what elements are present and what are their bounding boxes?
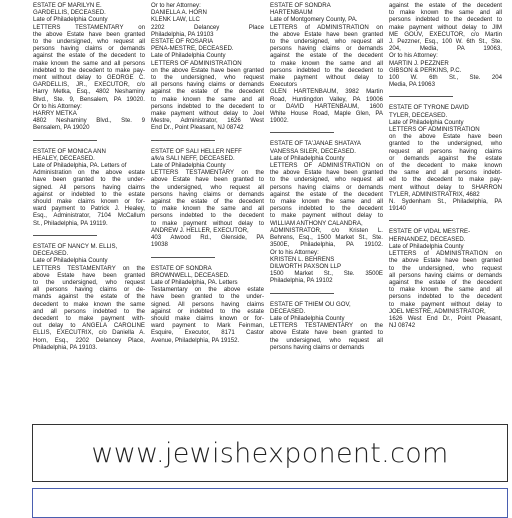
notice-divider: [389, 96, 453, 97]
notice-line: signed. All persons having claims: [151, 300, 264, 308]
website-url[interactable]: www.jewishexponent.com: [91, 437, 449, 469]
notice-line: GLEN HARTENBAUM, 3982 Martin: [270, 88, 383, 96]
notice-line: have been granted to the under-: [151, 293, 264, 301]
notice-column: [151, 2, 264, 422]
notice-line: 4802 Neshaminy Blvd., Ste. 9: [33, 117, 145, 125]
notice-divider: [33, 140, 97, 141]
notice-line: a/k/a SALI NEFF, DECEASED.: [151, 154, 235, 162]
notice-line: GIBSON & PERKINS, P.C.: [389, 66, 462, 74]
notice-line: out delay to ANGELA CAROLINE: [33, 322, 145, 330]
notice-line: ELLIS, EXECUTRIX, c/o Daniella A.: [33, 329, 145, 337]
notice-line: against the estate of the decedent: [151, 198, 264, 206]
notice-line: Late of Philadelphia County: [270, 154, 345, 162]
notice-line: GARDELLIS, JR., EXECUTOR, c/o: [33, 81, 145, 89]
notice-line: GARDELLIS, DECEASED.: [33, 9, 106, 17]
notice-line: Late of Philadelphia County: [389, 118, 464, 126]
website-ad-box: [32, 424, 508, 482]
notice-line: 1500 Market St., Ste. 3500E: [270, 270, 383, 278]
notice-line: persons having claims or demands: [270, 343, 365, 351]
notice-line: Behrens, Esq., 1500 Market St., Ste.: [270, 234, 383, 242]
notice-line: all persons having claims or demands: [389, 271, 502, 279]
notice-line: ESTATE OF MONICA ANN: [33, 147, 106, 155]
notice-line: LETTERS OF ADMINISTRATION: [389, 126, 480, 134]
notice-line: persons indebted to the decedent: [151, 212, 264, 220]
notice-line: to make known the same and all: [389, 9, 502, 17]
notice-line: to the undersigned, who request: [389, 264, 502, 272]
notice-line: to make known the same and all: [270, 59, 383, 67]
notice-line: Esq., Administrator, 7104 McCallum: [33, 212, 145, 220]
notice-line: Bensalem, PA 19020: [33, 124, 90, 132]
notice-line: the same and all persons indebt-: [389, 169, 502, 177]
notice-line: the undersigned, who request all: [151, 183, 264, 191]
notice-line: ESTATE OF MARILYN E.: [33, 2, 102, 9]
notice-line: DECEASED.: [33, 250, 69, 258]
legal-notice: [270, 140, 383, 284]
notice-line: persons having claims or demands: [270, 183, 383, 191]
notice-line: decedent to make payment with-: [33, 314, 145, 322]
notice-line: request all persons having claims: [389, 147, 502, 155]
notice-line: Or to his Attorney:: [389, 52, 438, 60]
notice-line: ward payment to Patrick J. Healey,: [33, 205, 145, 213]
notice-divider: [270, 132, 334, 133]
notice-line: persons indebted to the decedent: [270, 205, 383, 213]
notice-line: Or to his Attorney:: [33, 102, 82, 110]
notice-line: Mestre, Administrator, 1626 West: [151, 117, 264, 125]
notice-line: against the estate of the decedent to: [33, 52, 145, 60]
notice-line: ANDREW J. HELLER, EXECUTOR,: [151, 226, 249, 234]
notice-line: LETTERS OF ADMINISTRATION on: [270, 162, 383, 170]
notice-line: to make known the same and all: [151, 95, 264, 103]
notice-line: Late of Philadelphia County: [151, 52, 226, 60]
notice-line: HEALEY, DECEASED.: [33, 154, 95, 162]
notice-line: against or indebted to the estate: [151, 307, 264, 315]
notice-line: Late of Philadelphia County: [389, 242, 464, 250]
notice-line: decedent to make known the same: [33, 300, 145, 308]
notice-line: Late of Philadelphia, PA. Letters: [151, 278, 238, 286]
notice-line: the above Estate have been granted: [389, 257, 502, 265]
notice-line: signed. All persons having claims: [33, 183, 145, 191]
notice-line: make payment without delay to: [270, 74, 383, 82]
notice-line: Esquire, Executor, 8171 Castor: [151, 329, 264, 337]
notice-line: 1626 West End Dr., Point Pleasant,: [389, 314, 502, 322]
notice-line: against the estate of the decedent: [270, 52, 383, 60]
notice-line: to make payment without delay to: [270, 212, 383, 220]
notice-column: [33, 2, 145, 422]
notice-line: LETTERS of ADMINISTRATION on: [389, 250, 502, 258]
notice-divider: [151, 140, 215, 141]
notice-line: ESTATE OF SONDRA: [270, 2, 331, 9]
notice-line: Philadelphia, PA 19102: [270, 277, 333, 285]
notice-line: VANESSA SILER, DECEASED.: [270, 147, 356, 155]
notice-line: HERNANDEZ, DECEASED.: [389, 235, 466, 243]
notice-line: to make known the same and all: [151, 205, 264, 213]
notice-line: Harry Metka, Esq., 4802 Neshaminy: [33, 88, 145, 96]
notice-line: ESTATE OF ROSARIA: [151, 38, 214, 46]
notice-line: the undersigned, who request all: [270, 336, 383, 344]
notice-divider: [33, 235, 97, 236]
notice-line: on the above Estate have been: [389, 133, 502, 141]
notice-line: have been granted to the under-: [33, 176, 145, 184]
notice-line: Administration on the above estate: [33, 169, 145, 177]
notice-line: to the undersigned, who request all: [270, 176, 383, 184]
notice-line: should make claims known or for-: [151, 314, 264, 322]
notice-line: ment without delay to GEORGE C.: [33, 74, 145, 82]
legal-notice: [33, 148, 145, 227]
notice-line: against the estate of the decedent: [389, 2, 502, 9]
notice-line: 19140: [389, 205, 406, 213]
notice-line: Blvd., Ste. 9, Bensalem, PA 19020.: [33, 95, 145, 103]
notice-line: against the estate of the decedent: [389, 278, 502, 286]
notice-line: Or to her Attorney:: [151, 2, 201, 9]
notice-line: persons having claims or demands: [151, 190, 264, 198]
notice-line: LETTERS OF ADMINISTRATION: [151, 59, 242, 67]
notice-line: DILWORTH PAXSON LLP: [270, 262, 342, 270]
legal-notice: [33, 2, 145, 132]
notice-line: ment without delay to SHARRON: [389, 183, 502, 191]
notice-line: indebted to the decedent to make pay-: [33, 66, 145, 74]
notice-line: 100 W. 6th St., Ste. 204: [389, 74, 502, 82]
notice-line: KLENK LAW, LLC: [151, 16, 200, 24]
notice-line: 19002.: [270, 117, 289, 125]
notice-line: KRISTEN L. BEHRENS: [270, 255, 335, 263]
notice-line: make payment without delay to Joel: [151, 110, 264, 118]
notice-line: ESTATE OF NANCY M. ELLIS,: [33, 242, 118, 250]
notice-line: to the undersigned, who request: [151, 74, 264, 82]
notice-line: JOEL MESTRE, ADMINISTRATOR,: [389, 307, 486, 315]
notice-line: Media, PA 19063: [389, 81, 435, 89]
notice-line: Testamentary on the above estate: [151, 286, 264, 294]
bottom-ad-box: [32, 488, 508, 518]
notice-line: End Dr., Point Pleasant, NJ 08742: [151, 124, 244, 132]
notice-line: TYLER, DECEASED.: [389, 111, 448, 119]
notice-line: Philadelphia, PA 19103.: [33, 343, 98, 351]
notice-line: Late of Philadelphia County: [151, 162, 226, 170]
notice-line: ESTATE OF THIEM OU GOV,: [270, 300, 351, 308]
notice-line: Late of Philadelphia County: [33, 16, 108, 24]
notice-line: or DAVID HARTENBAUM, 1600: [270, 102, 383, 110]
notice-line: Philadelphia, PA 19103: [151, 30, 214, 38]
notice-line: above Estate have been granted to: [151, 176, 264, 184]
notice-line: J. Pezzner, Esq., 100 W. 6th St., Ste.: [389, 38, 502, 46]
notice-divider: [389, 220, 453, 221]
notice-line: TYLER, ADMINISTRATRIX, 4682: [389, 190, 480, 198]
legal-notice: [151, 2, 264, 132]
notice-line: or demands against the estate: [389, 154, 502, 162]
notice-line: ESTATE OF SALI HELLER NEFF: [151, 147, 242, 155]
notice-line: ADMINISTRATOR, c/o Kristen L.: [270, 226, 383, 234]
notice-line: all persons having claims or demands: [151, 81, 264, 89]
notice-line: and all persons indebted to the: [33, 307, 145, 315]
notice-line: to make payment without delay to: [389, 300, 502, 308]
notice-line: WILLIAM ANTHONY CALANDRA,: [270, 219, 363, 227]
notice-column: [389, 2, 502, 422]
notice-line: all persons having claims or de-: [33, 286, 145, 294]
notice-divider: [151, 257, 215, 258]
notice-line: Executors: [270, 81, 298, 89]
notice-line: the above Estate have been granted: [33, 30, 145, 38]
notice-line: MARTIN J. PEZZNER: [389, 59, 449, 67]
notice-line: 204, Media, PA 19063,: [389, 45, 502, 53]
notice-line: ward payment to Mark Feinman,: [151, 322, 264, 330]
notice-line: to make known the same and all: [389, 286, 502, 294]
notice-line: persons having claims or demands: [270, 45, 383, 53]
legal-notice: [151, 265, 264, 344]
legal-notice: [389, 228, 502, 329]
notice-line: LETTERS TESTAMENTARY on the: [33, 264, 145, 272]
notice-line: Late of Montgomery County, PA.: [270, 16, 358, 24]
notice-line: persons indebted to the decedent to: [270, 66, 383, 74]
notice-line: 3500E, Philadelphia, PA 19102.: [270, 241, 383, 249]
notice-line: should make claims known or for-: [33, 198, 145, 206]
notice-line: NJ 08742: [389, 322, 416, 330]
notice-line: ESTATE OF TYRONE DAVID: [389, 104, 469, 112]
notice-line: LETTERS TESTAMENTARY on: [33, 23, 145, 31]
legal-notice: [389, 104, 502, 212]
legal-notice: [33, 243, 145, 351]
notice-column: [270, 2, 383, 422]
notice-line: the above Estate have been granted: [270, 30, 383, 38]
notice-line: Horn, Esq., 2202 Delancey Place,: [33, 336, 145, 344]
notice-line: N. Sydenham St., Philadelphia, PA: [389, 198, 502, 206]
notice-line: PENA-MESTRE, DECEASED.: [151, 45, 234, 53]
notice-line: persons having claims or demands: [33, 45, 145, 53]
notice-line: persons indebted to the decedent to: [389, 16, 502, 24]
notice-line: 19038: [151, 241, 168, 249]
notice-line: DANIELLA A. HORN: [151, 9, 207, 17]
notice-line: St., Philadelphia, PA 19119.: [33, 219, 108, 227]
legal-notice: [151, 148, 264, 249]
legal-notice: [270, 301, 383, 351]
notice-line: to the undersigned, who request all: [33, 38, 145, 46]
notice-line: LETTERS TESTAMENTARY on the: [270, 322, 383, 330]
notice-line: to make known the same and all: [270, 198, 383, 206]
notice-line: to the undersigned, who request all: [270, 38, 383, 46]
notice-line: to make payment without delay to: [151, 219, 264, 227]
notice-line: LETTERS of ADMINISTRATION on: [270, 23, 383, 31]
notice-line: persons indebted to the decedent: [389, 293, 502, 301]
notice-line: granted to the undersigned, who: [389, 140, 502, 148]
notice-line: against the estate of the decedent: [151, 88, 264, 96]
notice-line: make payment without delay to JIM: [389, 23, 502, 31]
notice-line: above Estate have been granted: [33, 271, 145, 279]
notice-line: Road, Huntingdon Valley, PA 19006: [270, 95, 383, 103]
notice-line: ESTATE OF TA'JANAE SHATAYA: [270, 140, 362, 148]
notice-line: on the above Estate have been granted: [151, 66, 264, 74]
notice-line: mands against the estate of the: [33, 293, 145, 301]
notice-line: DECEASED.: [270, 307, 306, 315]
notice-line: ed to the decedent to make pay-: [389, 176, 502, 184]
notice-divider: [270, 293, 334, 294]
notice-line: the above Estate have been granted: [270, 169, 383, 177]
notice-line: BROWNWELL, DECEASED.: [151, 271, 230, 279]
notice-line: Late of Philadelphia County: [270, 314, 345, 322]
notice-line: HARTENBAUM: [270, 9, 313, 17]
notice-line: Late of Philadelphia County: [33, 257, 108, 265]
notice-line: against the estate of the decedent: [270, 190, 383, 198]
legal-notice: [389, 2, 502, 88]
notice-line: ESTATE OF VIDAL MESTRE-: [389, 228, 471, 236]
notice-line: of the decedent to make known: [389, 162, 502, 170]
notice-line: above Estate have been granted to: [270, 329, 383, 337]
notice-line: LETTERS TESTAMENTARY on the: [151, 169, 264, 177]
notice-line: to the undersigned, who request: [33, 278, 145, 286]
notice-line: 2202 Delancey Place: [151, 23, 264, 31]
notice-line: Avenue, Philadelphia, PA 19152.: [151, 336, 240, 344]
notice-line: White House Road, Maple Glen, PA: [270, 110, 383, 118]
notice-line: 403 Atwood Rd., Glenside, PA: [151, 234, 264, 242]
notice-line: HARRY METKA: [33, 110, 77, 118]
notice-line: persons indebted to the decedent to: [151, 102, 264, 110]
notice-line: ESTATE OF SONDRA: [151, 264, 212, 272]
notice-line: against or indebted to the estate: [33, 190, 145, 198]
notice-line: Late of Philadelphia, PA. Letters of: [33, 162, 127, 170]
legal-notice: [270, 2, 383, 124]
notice-line: Or to his Attorney:: [270, 248, 319, 256]
legal-notices-columns: [33, 2, 512, 422]
notice-line: make known the same and all persons: [33, 59, 145, 67]
notice-line: ME GOUV, EXECUTOR, c/o Martin: [389, 30, 502, 38]
